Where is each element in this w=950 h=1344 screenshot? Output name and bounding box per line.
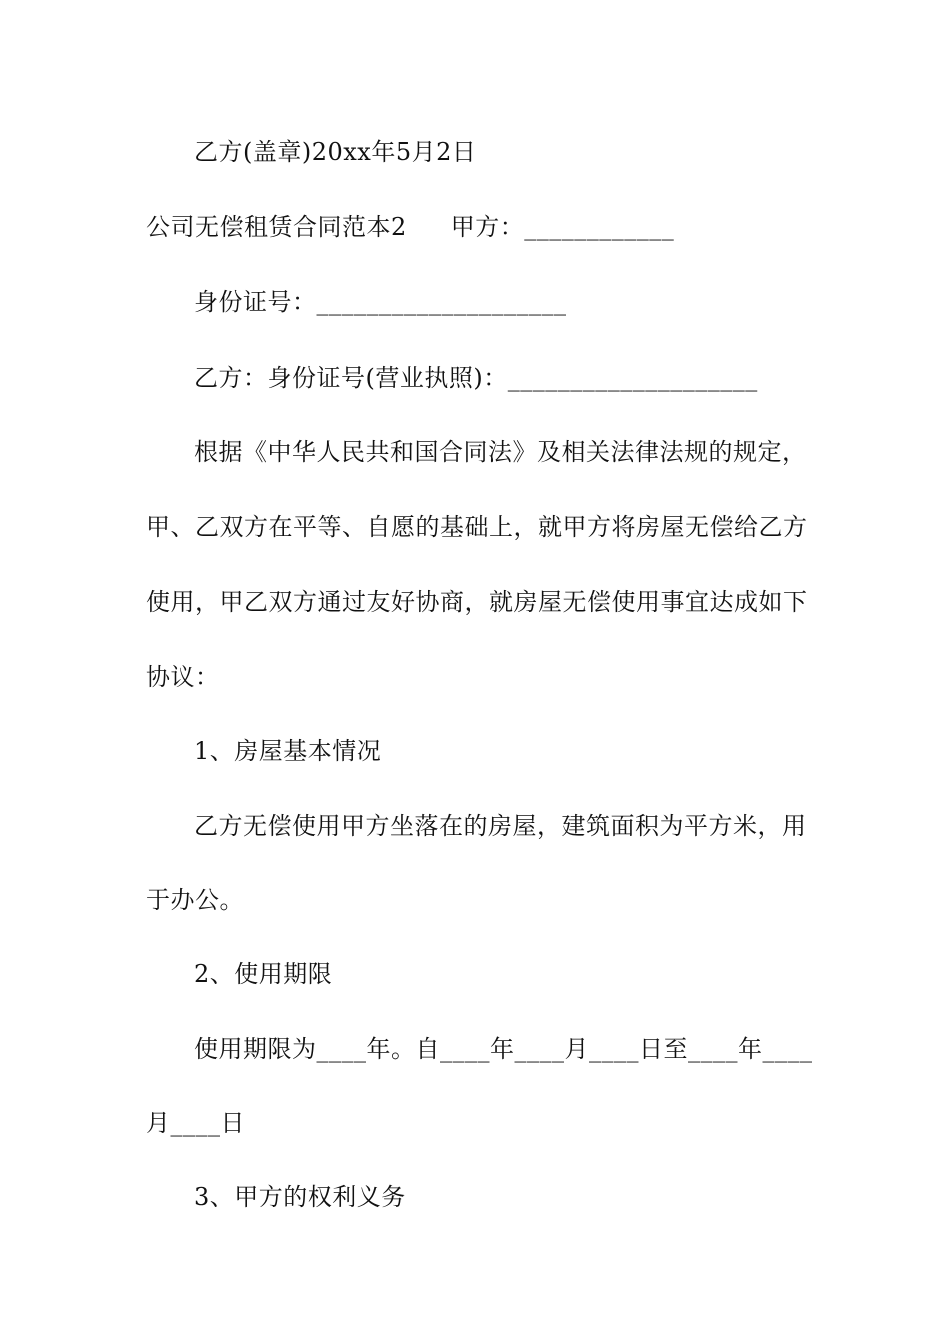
- paragraph-line: 协议：: [146, 663, 220, 691]
- party-b-id-field: 乙方：身份证号(营业执照)：____________________: [194, 364, 758, 392]
- paragraph-line: 乙方无偿使用甲方坐落在的房屋，建筑面积为平方米，用: [194, 812, 807, 840]
- paragraph-line: 根据《中华人民共和国合同法》及相关法律法规的规定，: [194, 438, 807, 466]
- contract-title-line: [146, 211, 816, 243]
- party-a-field: 甲方：____________: [450, 213, 675, 241]
- section-heading: 1、房屋基本情况: [194, 737, 382, 765]
- section-heading: 2、使用期限: [194, 960, 333, 988]
- usage-period-line: 使用期限为____年。自____年____月____日至____年____: [194, 1035, 813, 1063]
- paragraph-line: 于办公。: [146, 886, 244, 914]
- section-heading: 3、甲方的权利义务: [194, 1183, 406, 1211]
- paragraph-line: 甲、乙双方在平等、自愿的基础上，就甲方将房屋无偿给乙方: [146, 513, 808, 541]
- contract-title: 公司无偿租赁合同范本2: [146, 213, 407, 241]
- paragraph-line: 使用，甲乙双方通过友好协商，就房屋无偿使用事宜达成如下: [146, 588, 808, 616]
- usage-period-line: 月____日: [146, 1109, 245, 1137]
- id-number-field: 身份证号：____________________: [194, 288, 567, 316]
- signature-date-line: 乙方(盖章)20xx年5月2日: [194, 138, 477, 166]
